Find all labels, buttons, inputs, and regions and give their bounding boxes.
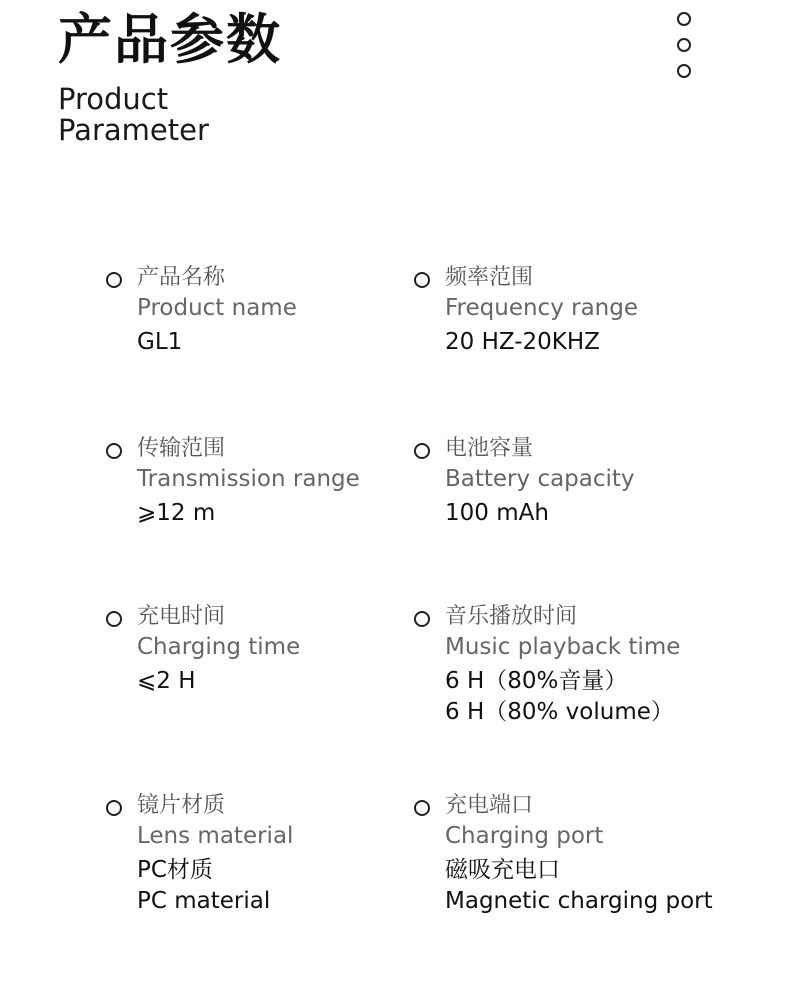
param-label-cn: 音乐播放时间 xyxy=(445,604,578,629)
param-value xyxy=(137,498,215,529)
circle-icon xyxy=(677,64,691,78)
param-label-en: Product name xyxy=(137,295,297,321)
circle-icon xyxy=(677,12,691,26)
circle-bullet-icon xyxy=(106,611,122,627)
param-label-cn: 充电时间 xyxy=(137,604,226,629)
page-title-en: Product Parameter xyxy=(58,82,209,147)
param-value xyxy=(137,855,270,917)
param-value-line: 磁吸充电口 xyxy=(445,857,560,883)
param-value-line: 20 HZ-20KHZ xyxy=(445,329,600,355)
param-label-en: Transmission range xyxy=(137,466,360,492)
param-label-en: Charging time xyxy=(137,634,301,660)
param-label-en: Charging port xyxy=(445,823,604,849)
param-value xyxy=(445,666,674,728)
param-label-cn: 传输范围 xyxy=(137,436,226,461)
circle-bullet-icon xyxy=(106,800,122,816)
circle-bullet-icon xyxy=(106,272,122,288)
param-value xyxy=(445,327,600,358)
param-value-line: PC material xyxy=(137,888,271,914)
param-value xyxy=(137,666,196,697)
param-value xyxy=(137,327,182,358)
param-value-line: ⩽2 H xyxy=(137,668,196,694)
param-label-en: Music playback time xyxy=(445,634,681,660)
param-label-cn: 镜片材质 xyxy=(137,793,226,818)
param-value-line: 6 H（80% volume） xyxy=(445,699,674,725)
param-value xyxy=(445,855,713,917)
circle-bullet-icon xyxy=(414,272,430,288)
three-circles-icon xyxy=(677,12,691,90)
param-value-line: PC材质 xyxy=(137,857,213,883)
param-value-line: 100 mAh xyxy=(445,500,549,526)
param-value xyxy=(445,498,549,529)
circle-bullet-icon xyxy=(414,800,430,816)
param-label-en: Frequency range xyxy=(445,295,639,321)
param-label-cn: 电池容量 xyxy=(445,436,534,461)
param-label-en: Lens material xyxy=(137,823,294,849)
circle-bullet-icon xyxy=(106,443,122,459)
param-value-line: Magnetic charging port xyxy=(445,888,713,914)
param-label-cn: 频率范围 xyxy=(445,265,534,290)
param-label-cn: 充电端口 xyxy=(445,793,534,818)
circle-icon xyxy=(677,38,691,52)
param-value-line: 6 H（80%音量） xyxy=(445,668,628,694)
param-label-cn: 产品名称 xyxy=(137,265,226,290)
page-title-cn: 产品参数 xyxy=(58,8,282,71)
param-label-en: Battery capacity xyxy=(445,466,635,492)
param-value-line: GL1 xyxy=(137,329,183,355)
circle-bullet-icon xyxy=(414,443,430,459)
param-value-line: ⩾12 m xyxy=(137,500,216,526)
circle-bullet-icon xyxy=(414,611,430,627)
